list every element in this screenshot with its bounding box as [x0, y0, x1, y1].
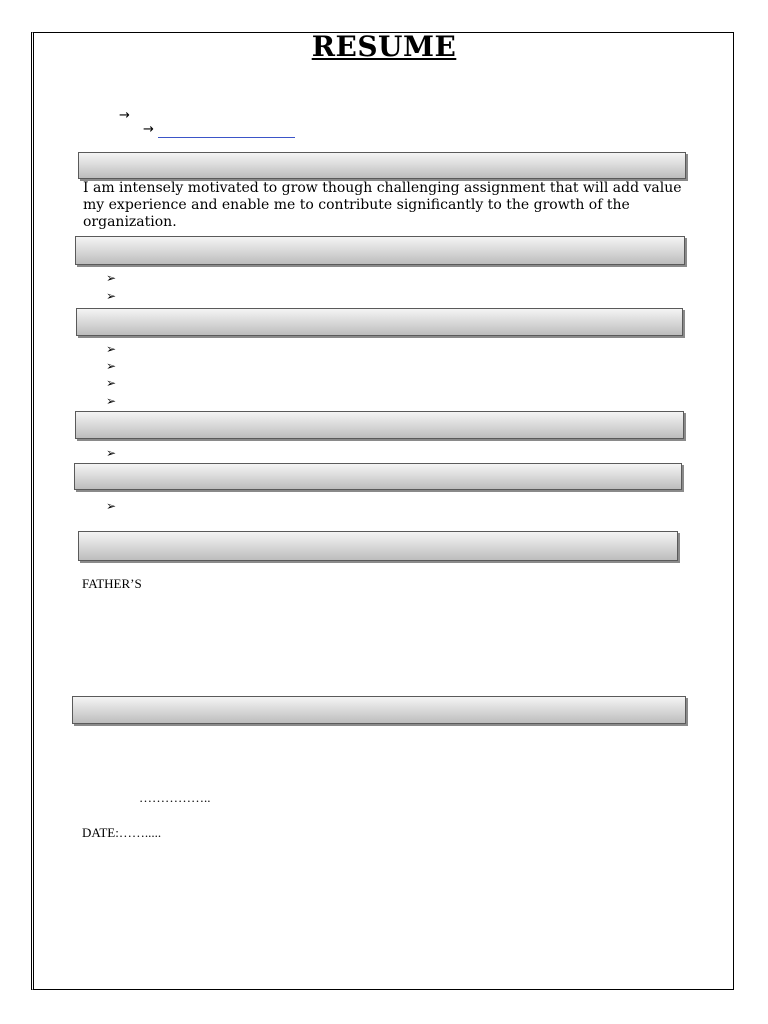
bullet-icon: ➢	[106, 376, 117, 390]
bullet-icon: ➢	[106, 342, 117, 356]
objective-text: I am intensely motivated to grow though challenging assignment that will add value my experience and enable me to contribute significantly to the growth of the organization.	[83, 180, 682, 230]
arrow-icon: →	[119, 108, 130, 123]
bullet-icon: ➢	[106, 394, 117, 408]
section-header-bar	[72, 696, 686, 724]
date-label: DATE:…….....	[82, 825, 162, 840]
section-header-bar	[78, 531, 678, 561]
email-link-underline[interactable]	[158, 137, 295, 138]
resume-title: RESUME	[311, 30, 457, 63]
section-header-bar	[75, 236, 685, 265]
signature-line: ……………..	[139, 790, 211, 805]
bullet-icon: ➢	[106, 499, 117, 513]
arrow-icon: →	[143, 122, 154, 137]
bullet-icon: ➢	[106, 271, 117, 285]
father-name-label: FATHER’S	[82, 576, 142, 591]
section-header-bar	[74, 463, 682, 490]
section-header-bar	[75, 411, 684, 439]
bullet-icon: ➢	[106, 289, 117, 303]
bullet-icon: ➢	[106, 446, 117, 460]
section-header-bar	[76, 308, 683, 336]
section-header-bar	[78, 152, 686, 179]
bullet-icon: ➢	[106, 359, 117, 373]
